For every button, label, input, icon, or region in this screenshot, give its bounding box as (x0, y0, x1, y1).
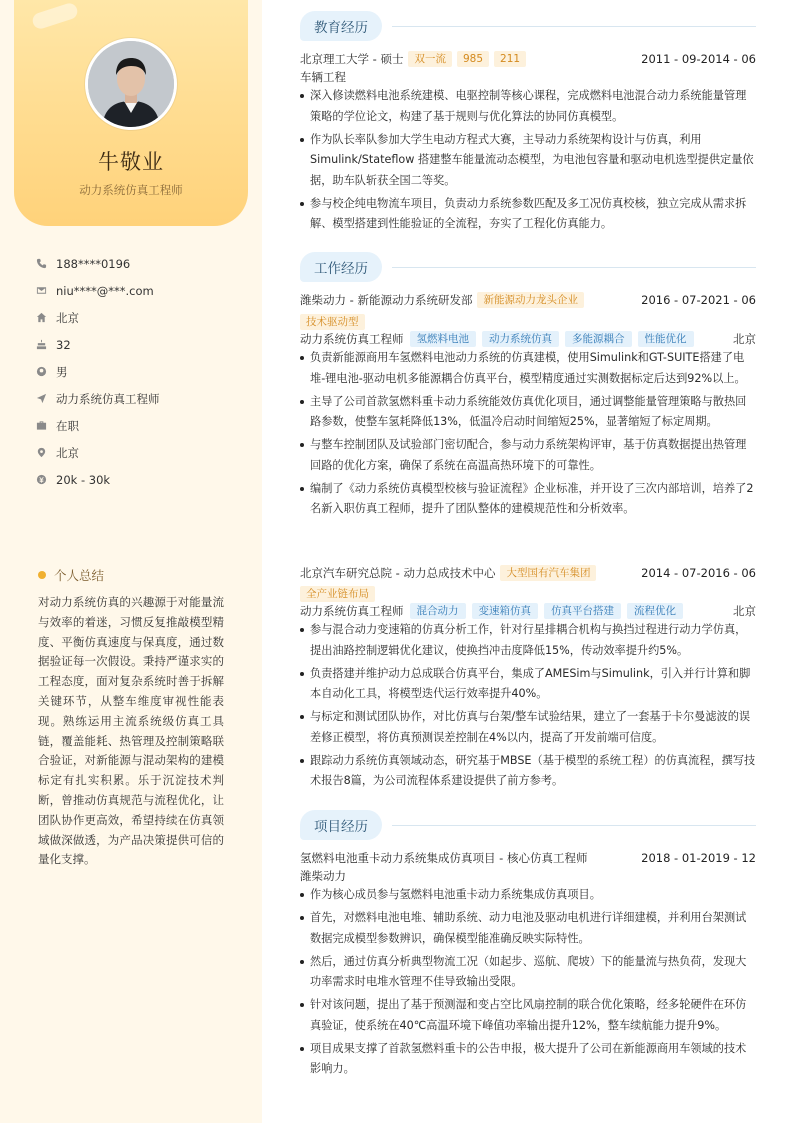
job-role: 动力系统仿真工程师 (300, 332, 404, 346)
work-date: 2016 - 07-2021 - 06 (641, 293, 756, 307)
company-tag: 大型国有汽车集团 (500, 565, 596, 581)
work-role-row (300, 330, 756, 348)
list-item: 作为队长率队参加大学生电动方程式大赛，主导动力系统架构设计与仿真，利用Simulink/Stateflow 搭建整车能量流动态模型，为电池包容量和驱动电机选型提供定量依据，助车队斩获全国二等奖。 (300, 130, 756, 192)
contact-gender: 男 (36, 358, 246, 385)
contact-email: niu****@***.com (36, 277, 246, 304)
skill-tag: 仿真平台搭建 (544, 603, 621, 619)
skill-tag: 氢燃料电池 (410, 331, 477, 347)
avatar (85, 38, 177, 130)
company-tag: 全产业链布局 (300, 586, 375, 602)
list-item: 与标定和测试团队协作，对比仿真与台架/整车试验结果，建立了一套基于卡尔曼滤波的误差修正模型，将仿真预测误差控制在4%以内，提高了开发前端可信度。 (300, 707, 756, 748)
project-header (300, 849, 756, 867)
list-item: 参与混合动力变速箱的仿真分析工作，针对行星排耦合机构与换挡过程进行动力学仿真，提出油路控制逻辑优化建议，使换挡冲击度降低15%，传动效率提升约5%。 (300, 620, 756, 661)
work-header (300, 291, 756, 309)
contact-position: 动力系统仿真工程师 (36, 385, 246, 412)
list-item: 与整车控制团队及试验部门密切配合，参与动力系统架构评审，基于仿真数据提出热管理回路的优化方案，确保了系统在高温高热环境下的可靠性。 (300, 435, 756, 476)
school-tag: 211 (494, 51, 526, 67)
contact-location: 北京 (36, 439, 246, 466)
list-item: 项目成果支撑了首款氢燃料重卡的公告申报，极大提升了公司在新能源商用车领域的技术影响力。 (300, 1039, 756, 1080)
work-header (300, 564, 756, 582)
school-tag: 双一流 (408, 51, 452, 67)
contact-salary: 20k - 30k (36, 466, 246, 493)
education-date: 2011 - 09-2014 - 06 (641, 52, 756, 66)
school-tag: 985 (457, 51, 489, 67)
list-item: 针对该问题，提出了基于预测湿和变占空比风扇控制的联合优化策略，经多轮硬件在环仿真验证，使系统在40℃高温环境下峰值功率输出提升12%，整车续航能力提升9%。 (300, 995, 756, 1036)
work-role-row (300, 602, 756, 620)
mail-icon (36, 284, 56, 298)
home-icon (36, 311, 56, 325)
skill-tag: 多能源耦合 (565, 331, 632, 347)
section-title: 教育经历 (300, 11, 382, 41)
skill-tag: 流程优化 (627, 603, 683, 619)
work-header-tags (300, 313, 756, 331)
gender-icon (36, 365, 56, 379)
list-item: 负责搭建并维护动力总成联合仿真平台，集成了AMESim与Simulink，引入并行计算和脚本自动化工具，将模型迭代运行效率提升40%。 (300, 664, 756, 705)
work-date: 2014 - 07-2016 - 06 (641, 566, 756, 580)
list-item: 深入修读燃料电池系统建模、电驱控制等核心课程，完成燃料电池混合动力系统能量管理策略的学位论文，构建了基于规则与优化算法的协同仿真模型。 (300, 86, 756, 127)
list-item: 主导了公司首款氢燃料重卡动力系统能效仿真优化项目，通过调整能量管理策略与散热回路参数，使整车氢耗降低13%，低温冷启动时间缩短25%，显著缩短了标定周期。 (300, 392, 756, 433)
section-education (300, 11, 756, 41)
phone-icon (36, 257, 56, 271)
avatar-photo-icon (88, 41, 174, 127)
education-header (300, 50, 756, 68)
list-item: 负责新能源商用车氢燃料电池动力系统的仿真建模，使用Simulink和GT-SUITE搭建了电堆-锂电池-驱动电机多能源耦合仿真平台，模型精度通过实测数据标定后达到92%以上。 (300, 348, 756, 389)
work-bullets (300, 348, 756, 522)
cake-icon (36, 338, 56, 352)
person-title: 动力系统仿真工程师 (79, 183, 183, 197)
section-title: 项目经历 (300, 810, 382, 840)
work-header-tags (300, 585, 756, 603)
divider (392, 26, 756, 27)
education-major: 车辆工程 (300, 70, 346, 84)
section-title: 工作经历 (300, 252, 382, 282)
list-item: 首先，对燃料电池电堆、辅助系统、动力电池及驱动电机进行详细建模，并利用台架测试数据完成模型参数辨识，确保模型能准确反映实际特性。 (300, 908, 756, 949)
sidebar (0, 0, 262, 1123)
profile-header (14, 0, 248, 226)
project-date: 2018 - 01-2019 - 12 (641, 851, 756, 865)
briefcase-icon (36, 419, 56, 433)
company-tag: 技术驱动型 (300, 314, 365, 330)
send-icon (36, 392, 56, 406)
salary-icon (36, 473, 56, 487)
section-project (300, 810, 756, 840)
section-work (300, 252, 756, 282)
job-role: 动力系统仿真工程师 (300, 604, 404, 618)
contact-hometown: 北京 (36, 304, 246, 331)
summary-heading: 个人总结 (38, 566, 104, 584)
company-tag: 新能源动力龙头企业 (477, 292, 584, 308)
company-name: 北京汽车研究总院 - 动力总成技术中心 (300, 566, 496, 580)
divider (392, 267, 756, 268)
skill-tag: 动力系统仿真 (482, 331, 559, 347)
skill-tag: 性能优化 (638, 331, 694, 347)
contact-phone: 188****0196 (36, 250, 246, 277)
list-item: 跟踪动力系统仿真领域动态，研究基于MBSE（基于模型的系统工程）的仿真流程，撰写技术报告8篇，为公司流程体系建设提供了前方参考。 (300, 751, 756, 792)
job-city: 北京 (733, 604, 756, 618)
bullet-dot-icon (38, 571, 46, 579)
project-name: 氢燃料电池重卡动力系统集成仿真项目 - 核心仿真工程师 (300, 851, 588, 865)
divider (392, 825, 756, 826)
project-company: 潍柴动力 (300, 869, 346, 883)
list-item: 编制了《动力系统仿真模型校核与验证流程》企业标准，并开设了三次内部培训，培养了2名新入职仿真工程师，提升了团队整体的建模规范性和分析效率。 (300, 479, 756, 520)
list-item: 参与校企纯电物流车项目，负责动力系统参数匹配及多工况仿真校核，独立完成从需求拆解、模型搭建到性能验证的全流程，夯实了工程化仿真能力。 (300, 194, 756, 235)
school-name: 北京理工大学 - 硕士 (300, 52, 404, 66)
company-name: 潍柴动力 - 新能源动力系统研发部 (300, 293, 473, 307)
person-name: 牛敬业 (98, 150, 164, 174)
summary-text: 对动力系统仿真的兴趣源于对能量流与效率的着迷，习惯反复推敲模型精度、平衡仿真速度与保真度，通过数据验证每一次假设。秉持严谨求实的工程态度，面对复杂系统时善于拆解关键环节，从整车维度审视性能表现。熟练运用主流系统级仿真工具链，覆盖能耗、热管理及控制策略联合验证，对新能源与混动架构的建模标定有扎实积累。乐于沉淀技术判断，曾推动仿真规范与流程优化，让团队协作更高效，希望持续在仿真领域做深做透，为产品决策提供可信的量化支撑。 (38, 595, 224, 867)
work-bullets (300, 620, 756, 794)
list-item: 作为核心成员参与氢燃料电池重卡动力系统集成仿真项目。 (300, 885, 756, 906)
contact-list (36, 250, 246, 493)
skill-tag: 混合动力 (410, 603, 466, 619)
contact-age: 32 (36, 331, 246, 358)
job-city: 北京 (733, 332, 756, 346)
education-bullets (300, 86, 756, 237)
project-bullets (300, 885, 756, 1082)
decorative-pill (31, 1, 80, 30)
list-item: 然后，通过仿真分析典型物流工况（如起步、巡航、爬坡）下的能量流与热负荷，发现大功率需求时电堆水管理不佳导致输出受限。 (300, 952, 756, 993)
contact-status: 在职 (36, 412, 246, 439)
skill-tag: 变速箱仿真 (472, 603, 539, 619)
location-icon (36, 446, 56, 460)
